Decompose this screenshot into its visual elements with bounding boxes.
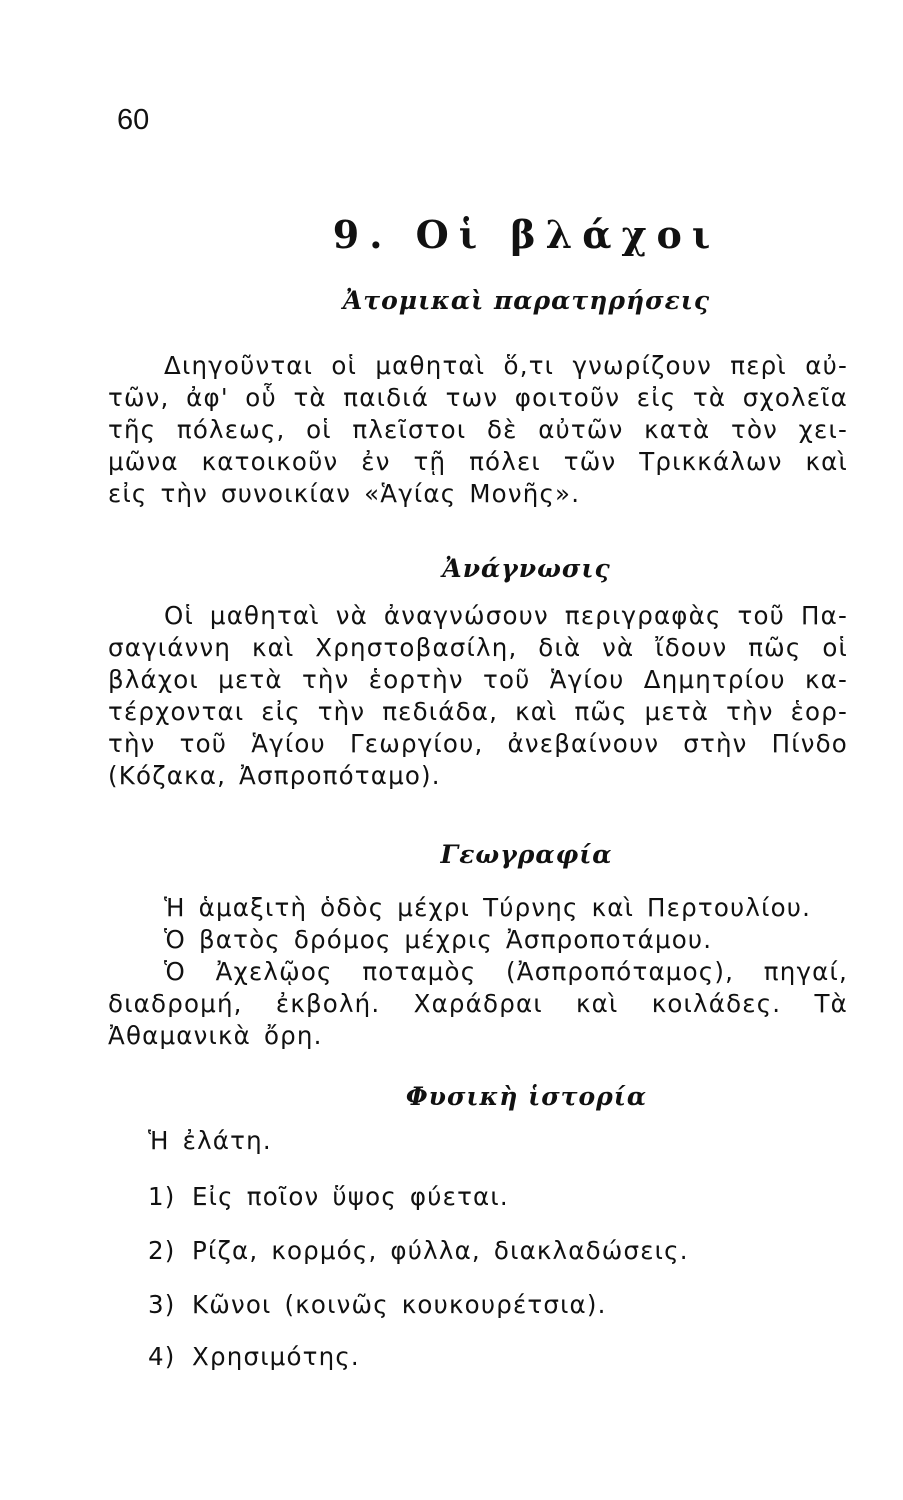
list-item [148,1182,509,1211]
chapter-title: 9. Οἱ βλάχοι [332,212,721,257]
list-number: 4) [148,1342,176,1371]
paragraph-anagnosis [108,600,848,792]
list-item [148,1342,360,1371]
text-line: τῆς πόλεως, οἱ πλεῖστοι δὲ αὐτῶν κατὰ τὸν χει- [108,415,848,444]
text-line: βλάχοι μετὰ τὴν ἑορτὴν τοῦ Ἁγίου Δημητρίου κα- [108,665,848,694]
text-line: εἰς τὴν συνοικίαν «Ἁγίας Μονῆς». [108,479,581,508]
text-line: (Κόζακα, Ἀσπροπόταμο). [108,761,441,790]
list-number: 1) [148,1182,176,1211]
list-item [148,1236,689,1265]
text-line: διαδρομή, ἐκβολή. Χαράδραι καὶ κοιλάδες. Τὰ [108,989,848,1018]
text-line: τέρχονται εἰς τὴν πεδιάδα, καὶ πῶς μετὰ τὴν ἑορ- [108,697,848,726]
paragraph-atomikai [108,350,848,510]
section-heading-atomikai: Ἀτομικαὶ παρατηρήσεις [342,286,711,315]
text-line: Οἱ μαθηταὶ νὰ ἀναγνώσουν περιγραφὰς τοῦ Πα- [164,601,848,630]
text-line: Ὁ Ἀχελῷος ποταμὸς (Ἀσπροπόταμος), πηγαί, [164,957,848,986]
list-item [148,1290,607,1319]
paragraph-geografia [108,892,848,1052]
list-text: Κῶνοι (κοινῶς κουκουρέτσια). [192,1290,607,1319]
text-line: τῶν, ἀφ' οὗ τὰ παιδιά των φοιτοῦν εἰς τὰ σχολεῖα [108,383,848,412]
text-line: Ἡ ἁμαξιτὴ ὁδὸς μέχρι Τύρνης καὶ Περτουλίου. [164,893,812,922]
text-line: σαγιάννη καὶ Χρηστοβασίλη, διὰ νὰ ἴδουν πῶς οἱ [108,633,848,662]
text-line: Ἀθαμανικὰ ὄρη. [108,1021,323,1050]
list-number: 2) [148,1236,176,1265]
text-line: Ὁ βατὸς δρόμος μέχρις Ἀσπροποτάμου. [164,925,713,954]
list-text: Χρησιμότης. [192,1342,360,1371]
list-text: Ρίζα, κορμός, φύλλα, διακλαδώσεις. [192,1236,689,1265]
list-intro: Ἡ ἐλάτη. [148,1126,272,1155]
list-text: Εἰς ποῖον ὕψος φύεται. [192,1182,509,1211]
list-number: 3) [148,1290,176,1319]
page-number: 60 [117,104,150,136]
section-heading-fysiki: Φυσικὴ ἱστορία [405,1082,648,1111]
section-heading-geografia: Γεωγραφία [440,840,613,869]
text-line: τὴν τοῦ Ἁγίου Γεωργίου, ἀνεβαίνουν στὴν Πίνδο [108,729,848,758]
section-heading-anagnosis: Ἀνάγνωσις [442,554,611,583]
text-line: μῶνα κατοικοῦν ἐν τῇ πόλει τῶν Τρικκάλων καὶ [108,447,848,476]
text-line: Διηγοῦνται οἱ μαθηταὶ ὅ,τι γνωρίζουν περὶ αὐ- [164,351,848,380]
